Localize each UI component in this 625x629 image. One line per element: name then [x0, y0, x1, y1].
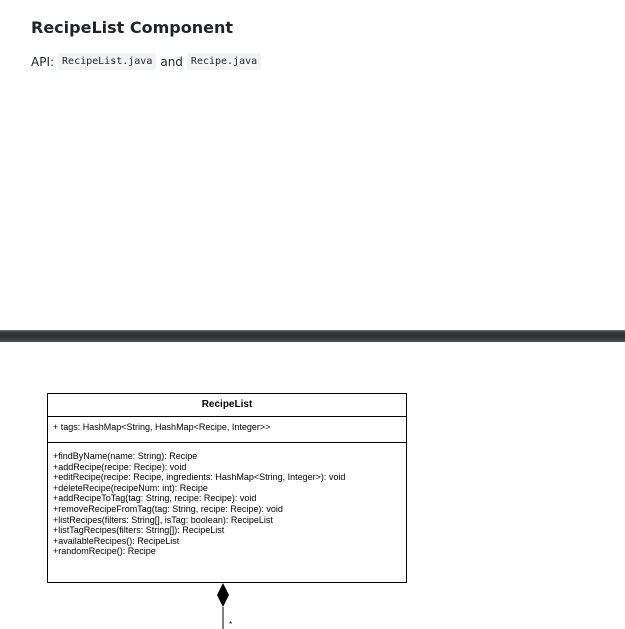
- uml-class-box: [47, 393, 407, 583]
- page-title: RecipeList Component: [31, 18, 233, 37]
- uml-method: +listTagRecipes(filters: String[]): RecipeList: [53, 525, 225, 536]
- section-divider: [0, 330, 625, 342]
- api-line: [31, 53, 261, 70]
- uml-attribute: + tags: HashMap<String, HashMap<Recipe, Integer>>: [53, 422, 271, 432]
- uml-class-name: RecipeList: [48, 394, 406, 417]
- uml-attributes: [48, 417, 406, 443]
- api-label: API:: [31, 54, 55, 69]
- api-file-recipe[interactable]: Recipe.java: [187, 53, 261, 70]
- api-conjunction: and: [160, 54, 183, 69]
- uml-method: +addRecipe(recipe: Recipe): void: [53, 461, 187, 472]
- multiplicity-label: *: [229, 620, 233, 629]
- composition-diamond-icon: [217, 583, 229, 607]
- uml-method: +removeRecipeFromTag(tag: String, recipe: Recipe): void: [53, 503, 283, 514]
- uml-method: +listRecipes(filters: String[], isTag: boolean): RecipeList: [53, 514, 273, 525]
- uml-method: +deleteRecipe(recipeNum: int): Recipe: [53, 482, 208, 493]
- composition-association: [214, 582, 254, 629]
- uml-method: +randomRecipe(): Recipe: [53, 546, 156, 557]
- uml-method: +availableRecipes(): RecipeList: [53, 535, 180, 546]
- uml-method: +findByName(name: String): Recipe: [53, 451, 198, 461]
- uml-method: +addRecipeToTag(tag: String, recipe: Recipe): void: [53, 493, 257, 504]
- uml-method: +editRecipe(recipe: Recipe, ingredients: HashMap<String, Integer>): void: [53, 472, 346, 483]
- uml-methods: [48, 443, 406, 557]
- api-file-recipelist[interactable]: RecipeList.java: [58, 53, 156, 70]
